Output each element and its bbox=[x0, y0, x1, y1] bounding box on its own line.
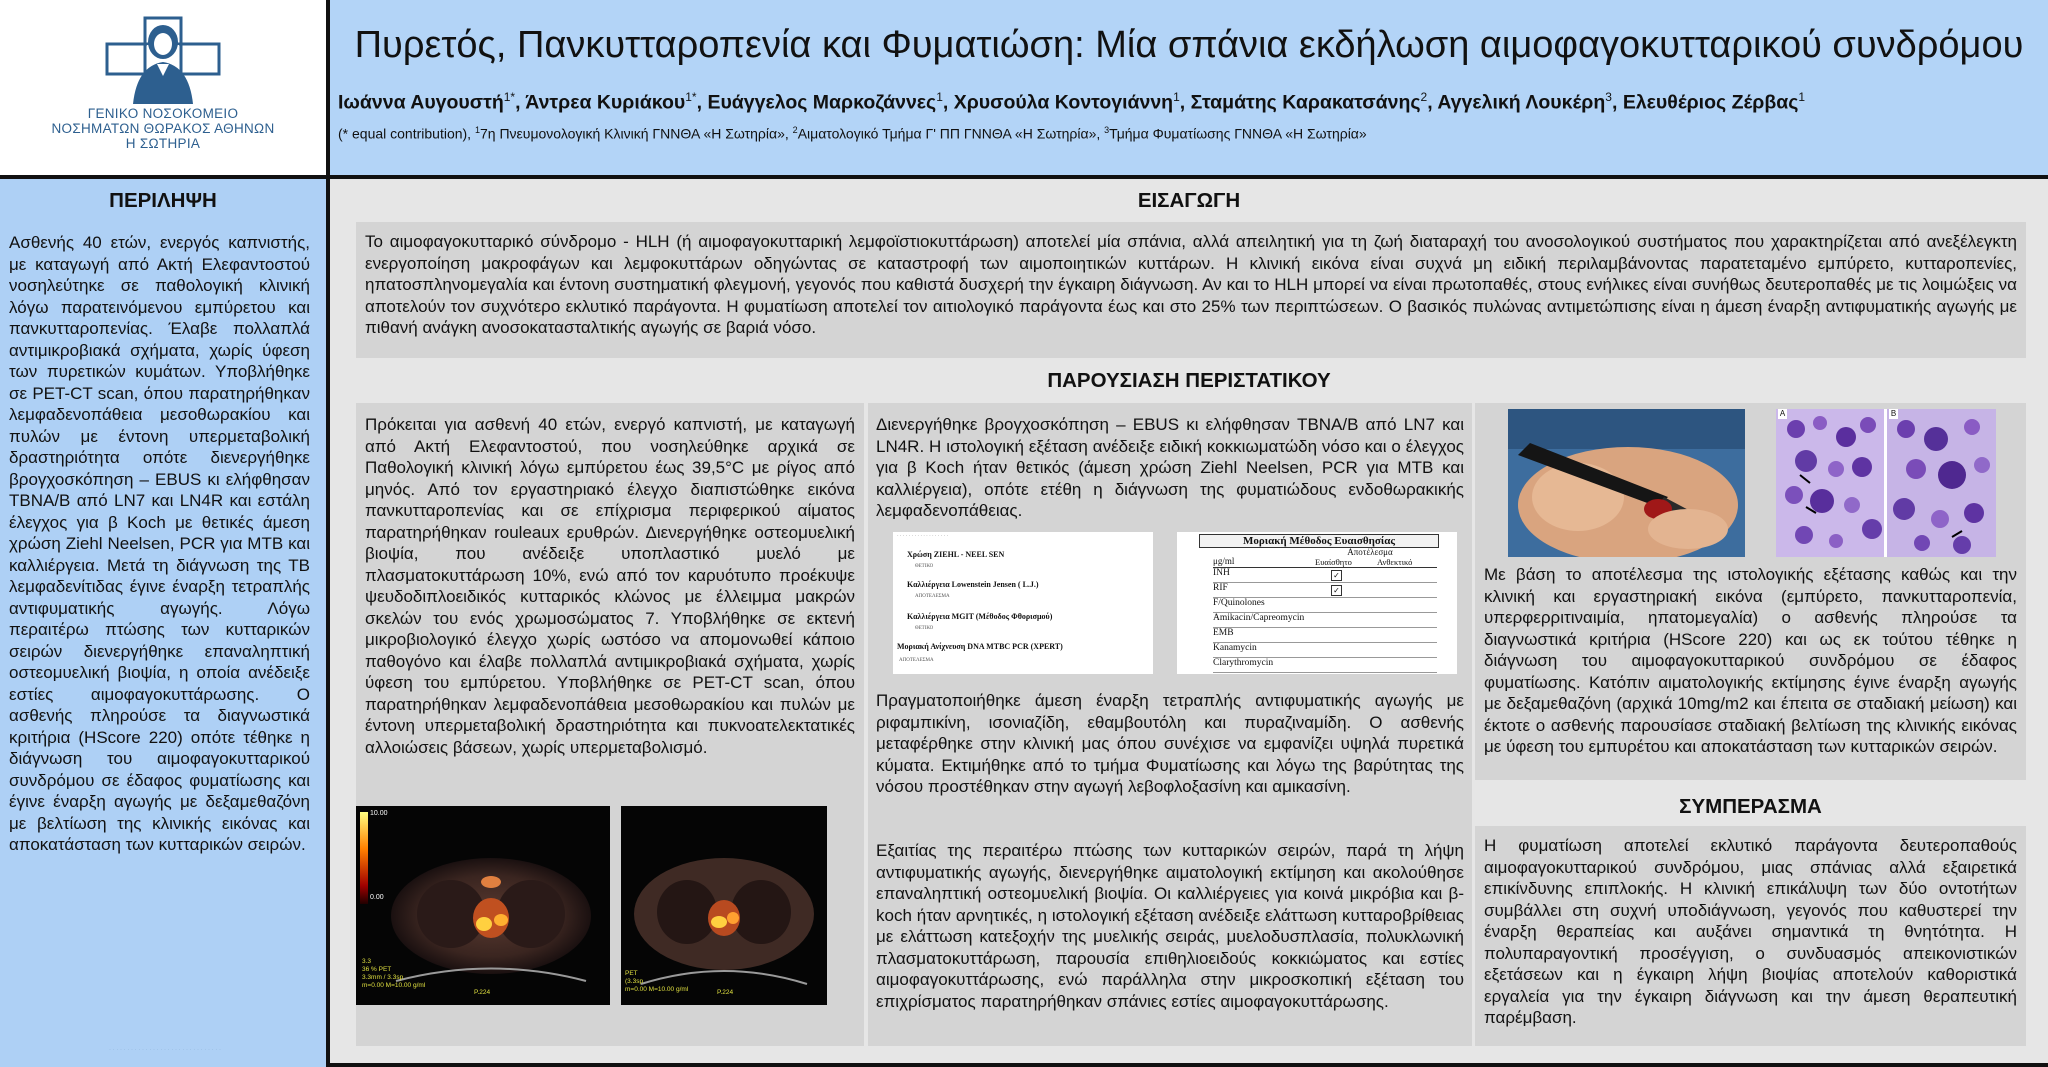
pet-label: 3.3mm / 3.3sp bbox=[362, 974, 404, 981]
sensitivity-col-drug: μg/ml bbox=[1213, 556, 1235, 566]
checkbox-checked-icon: ✓ bbox=[1331, 570, 1342, 581]
sensitivity-row bbox=[1213, 643, 1437, 658]
lab-row-1: Χρώση ZIEHL - NEEL SEN bbox=[907, 550, 1005, 559]
drug-name: F/Quinolones bbox=[1213, 598, 1265, 608]
sensitivity-row bbox=[1213, 613, 1437, 628]
summary-text: Ασθενής 40 ετών, ενεργός καπνιστής, με καταγωγή από Ακτή Ελεφαντοστού νοσηλεύτηκε σε παθολογική κλινική λόγω παρατεινόμενου εμπύρετου και πανκυτταροπενίας. Έλαβε πολλαπλά αντιμικροβιακά σχήματα, χωρίς ύφεση των πυρετικών κυμάτων. Υποβλήθηκε σε PET-CT scan, όπου παρατηρήθηκαν λεμφαδενοπάθεια μεσοθωρακίου και πυλών με έντονη υπερμεταβολική δραστηριότητα οπότε διενεργήθηκε βρογχοσκόπηση – EBUS κι ελήφθησαν TBNA/B από LN7 και LN4R και εστάλη έλεγχος για β Koch με θετικές άμεση χρώση Ziehl Neelsen, PCR για MTB και καλλιέργεια. Μετά τη διάγνωση της ΤΒ λεμφαδενίτιδας έγινε έναρξη τετραπλής αντιφυματικής αγωγής. Λόγω περαιτέρω πτώσης των κυτταρικών σειρών διενεργήθηκε επαναληπτική οστεομυελική βιοψία, η οποία ανέδειξε εστίες αιμοφαγοκυττάρωσης. Ο ασθενής πληρούσε τα διαγνωστικά κριτήρια (HScore 220) οπότε τέθηκε η διάγνωση του αιμοφαγοκυτταρικού συνδρόμου σε έδαφος φυματίωσης και έγινε έναρξη αγωγής με δεξαμεθαζόνη με βελτίωση της κλινικής εικόνας και αποκατάσταση των κυτταρικών σειρών. bbox=[9, 233, 310, 854]
author-name: Ευάγγελος Μαρκοζάννες bbox=[707, 91, 937, 114]
sensitivity-title: Μοριακή Μέθοδος Ευαισθησίας bbox=[1199, 534, 1439, 548]
conclusion-text: Η φυματίωση αποτελεί εκλυτικό παράγοντα δευτεροπαθούς αιμοφαγοκυτταρικού συνδρόμου, μιας σπάνιας αλλά εξαιρετικά επικίνδυνης επιπλοκής. Η κλινική επικάλυψη των δύο οντοτήτων συμβάλλει στη συχνή υποδιάγνωση, γεγονός που καθυστερεί την έναρξη θεραπείας και αυξάνει σημαντικά τη θνητότητα. Η πολυπαραγοντική προσέγγιση, ο συνδυασμός απεικονιστικών εξετάσεων και η έγκαιρη λήψη βιοψίας αποτελούν καθοριστικά εργαλεία για την έγκαιρη διάγνωση και την άμεση θεραπευτική παρέμβαση. bbox=[1484, 836, 2017, 1027]
poster-title: Πυρετός, Πανκυτταροπενία και Φυματιώση: Μία σπάνια εκδήλωση αιμοφαγοκυτταρικού συνδρόμου bbox=[354, 24, 2024, 66]
hospital-emblem-icon bbox=[93, 14, 233, 106]
author-name: Άντρεα Κυριάκου bbox=[525, 91, 686, 114]
sensitivity-row bbox=[1213, 583, 1437, 598]
case-col2-text-1: Διενεργήθηκε βρογχοσκόπηση – EBUS κι ελήφθησαν TBNA/B από LN7 και LN4R. Η ιστολογική εξέταση ανέδειξε ειδική κοκκιωματώδη νόσο και ο έλεγχος για β Koch ήταν θετικός (άμεση χρώση Ziehl Neelsen, PCR για MTB και καλλιέργεια), οπότε ετέθη η διάγνωση της φυματιώδους ενδοθωρακικής λεμφαδενοπάθειας. bbox=[876, 415, 1464, 520]
pet-left-labels bbox=[362, 958, 425, 990]
lab-sub-2: ΑΠΟΤΕΛΕΣΜΑ bbox=[915, 594, 950, 599]
case-col3-text: Με βάση το αποτέλεσμα της ιστολογικής εξέτασης καθώς και την κλινική και εργαστηριακή εικόνα (εμπύρετο, πανκυτταροπενία, υπερφερριτιναιμία, ηπατομεγαλία) ο ασθενής πληρούσε τα διαγνωστικά κριτήρια (HScore 220) και ως εκ τούτου τέθηκε η διάγνωση του αιμοφαγοκυτταρικού συνδρόμου σε έδαφος φυματίωσης. Κατόπιν αιματολογικής εκτίμησης έγινε έναρξη αγωγής με δεξαμεθαζόνη (αρχικά 10mg/m2 και έπειτα σε σταδιακή μείωση) και έκτοτε ο ασθενής παρουσίασε σταδιακή βελτίωση της κλινικής εικόνας με ύφεση του εμπυρέτου και αποκατάσταση των κυτταρικών σειρών. bbox=[1484, 565, 2017, 756]
author-name: Σταμάτης Καρακατσάνης bbox=[1190, 91, 1421, 114]
logo-line-3: Η ΣΩΤΗΡΙΑ bbox=[125, 136, 201, 151]
author-sup: 1 bbox=[1798, 90, 1806, 104]
drug-name: INH bbox=[1213, 568, 1230, 578]
logo-line-1: ΓΕΝΙΚΟ ΝΟΣΟΚΟΜΕΙΟ bbox=[87, 106, 239, 121]
affil-sup: 3 bbox=[1104, 125, 1110, 135]
sensitivity-col-result: Αποτέλεσμα bbox=[1347, 547, 1393, 557]
affiliations bbox=[338, 125, 2043, 142]
vertical-divider bbox=[326, 0, 330, 1067]
author-sup: 1* bbox=[503, 90, 516, 104]
author-sup: 1 bbox=[1173, 90, 1180, 104]
author-sup: 2 bbox=[1420, 90, 1428, 104]
author-name: Ιωάννα Αυγουστή bbox=[338, 91, 504, 114]
lab-report-image bbox=[893, 532, 1153, 674]
drug-name: Kanamycin bbox=[1213, 643, 1257, 653]
pet-label: 3.3 bbox=[362, 958, 372, 965]
micro-label-a: A bbox=[1779, 409, 1786, 418]
author-list: Ιωάννα Αυγουστή$^{1*}$, Άντρεα Κυριάκου$^{1*}$, Ευάγγελος Μαρκοζάννες$^1$, Χρυσούλα Κοντογιάννη$^1$, Σταμάτης Καρακατσάνης$^2$, Αγγελική Λουκέρη$^3$, Ελευθέριος Ζέρβας$^1$ bbox=[338, 90, 1806, 114]
bottom-border bbox=[330, 1063, 2048, 1067]
drug-name: Clarythromycin bbox=[1213, 658, 1274, 668]
sensitivity-row bbox=[1213, 598, 1437, 613]
pet-label: 36 % PET bbox=[362, 966, 392, 973]
affil-text: Αιματολογικό Τμήμα Γ' ΠΠ ΓΝΝΘΑ «Η Σωτηρία», bbox=[797, 125, 1105, 142]
sensitivity-row bbox=[1213, 658, 1437, 673]
affil-text: 7η Πνευμονολογική Κλινική ΓΝΝΘΑ «Η Σωτηρία», bbox=[479, 125, 793, 142]
microscopy-images bbox=[1776, 409, 1996, 557]
pet-right-code: P.224 bbox=[717, 989, 734, 996]
lab-row-3: Καλλιέργεια MGIT (Μέθοδος Φθορισμού) bbox=[907, 612, 1053, 621]
affil-prefix: (* equal contribution), bbox=[338, 125, 475, 142]
pet-left-code: P.224 bbox=[474, 989, 491, 996]
pet-ct-image-left bbox=[356, 806, 610, 1005]
author-name: Αγγελική Λουκέρη bbox=[1437, 91, 1606, 114]
lab-report-header-marks: · · · · · · · · · · · · · · · · · · bbox=[897, 534, 949, 539]
author-sup: 1* bbox=[685, 90, 697, 104]
affil-sup: 2 bbox=[792, 125, 798, 135]
logo-line-2: ΝΟΣΗΜΑΤΩΝ ΘΩΡΑΚΟΣ ΑΘΗΝΩΝ bbox=[51, 121, 275, 136]
affil-text: Τμήμα Φυματίωσης ΓΝΝΘΑ «Η Σωτηρία» bbox=[1109, 125, 1367, 142]
summary-heading: ΠΕΡΙΛΗΨΗ bbox=[109, 189, 217, 212]
pet-right-labels bbox=[625, 970, 688, 994]
drug-name: RIF bbox=[1213, 583, 1228, 593]
pet-label: PET bbox=[625, 970, 638, 977]
hospital-logo bbox=[40, 14, 286, 164]
faint-footer-mark: · · · · · · · · · · · · · · · · · · · · · · · · · · · · · · · bbox=[109, 1047, 221, 1053]
lab-sub-1: ΘΕΤΙΚΟ bbox=[915, 564, 934, 569]
checkbox-checked-icon: ✓ bbox=[1331, 585, 1342, 596]
pet-label: (3.3sp bbox=[625, 978, 644, 985]
author-sup: 1 bbox=[936, 90, 943, 104]
case-col1-text: Πρόκειται για ασθενή 40 ετών, ενεργό καπνιστή, με καταγωγή από Ακτή Ελεφαντοστού, που νοσηλεύθηκε αρχικά σε Παθολογική κλινική λόγω εμπύρετου έως 39,5°C με ρίγος από μηνός. Από τον εργαστηριακό έλεγχο διαπιστώθηκε εικόνα πανκυτταροπενίας και σε επίχρισμα περιφερικού αίματος παρατηρήθηκαν rouleaux ερυθρών. Διενεργήθηκε οστεομυελική βιοψία, που ανέδειξε υποπλαστικό μυελό με πλασματοκυττάρωση 10%, ενώ από τον καρυότυπο προέκυψε ψευδοδιπλοειδικός κυτταρικός κλώνος με έλλειμμα μακρών σκελών του ενός χρωμοσώματος 7. Υποβλήθηκε σε εκτενή μικροβιολογικό έλεγχο χωρίς ωστόσο να απομονωθεί κάποιο παθογόνο και έλαβε πολλαπλά αντιμικροβιακά σχήματα, χωρίς ύφεση του εμπύρετου. Υποβλήθηκε σε PET-CT scan, όπου παρατηρήθηκαν λεμφαδενοπάθεια μεσοθωρακίου και πυλών με έντονη υπερμεταβολική δραστηριότητα και πυκνοατελεκτατικές αλλοιώσεις βάσεων, χωρίς υπερμεταβολισμό. bbox=[365, 415, 855, 757]
drug-name: EMB bbox=[1213, 628, 1234, 638]
sensitivity-col-resistant: Ανθεκτικό bbox=[1377, 557, 1413, 567]
drug-name: Amikacin/Capreomycin bbox=[1213, 613, 1305, 623]
lab-row-2: Καλλιέργεια Lowenstein Jensen ( L.J.) bbox=[907, 580, 1039, 589]
case-col2-text-2: Πραγματοποιήθηκε άμεση έναρξη τετραπλής αντιφυματικής αγωγής με ριφαμπικίνη, ισονιαζίδη, εθαμβουτόλη και πυραζιναμίδη. Ο ασθενής μεταφέρθηκε στην κλινική μας όπου συνέχισε να εμφανίζει υψηλά πυρετικά κύματα. Εκτιμήθηκε από το τμήμα Φυματίωσης και λόγω της βαρύτητας της νόσου προστέθηκαν στην αγωγή λεβοφλοξασίνη και αμικασίνη. bbox=[876, 691, 1464, 796]
case-col2-text-3: Εξαιτίας της περαιτέρω πτώσης των κυτταρικών σειρών, παρά τη λήψη αντιφυματικής αγωγής, διενεργήθηκε αιματολογική εκτίμηση και ακολούθησε επαναληπτική οστεομυελική βιοψία. Οι καλλιέργειες για κοινά μικρόβια και β-koch ήταν αρνητικές, η ιστολογική εξέταση ανέδειξε ελάττωση κυτταροβρίθειας με ελάττωση κατεξοχήν της μυελικής σειράς, μυελοδυσπλασία, πολυκλωνική πλασματοκυττάρωση, παρουσία επιθηλιοειδούς κοκκιώματος και εστίες αιμοφαγοκυττάρωσης, ενώ παράλληλα στην μικροσκοπική εξέταση του επιχρίσματος παρατηρήθηκαν σπάνιες εστίες αιμοφαγοκυττάρωσης. bbox=[876, 841, 1464, 1011]
intro-text: Το αιμοφαγοκυτταρικό σύνδρομο - HLH (ή αιμοφαγοκυτταρική λεμφοϊστιοκυττάρωση) αποτελεί μία σπάνια, αλλά απειλητική για τη ζωή διαταραχή του ανοσολογικού συστήματος που χαρακτηρίζεται από ανεξέλεγκτη ενεργοποίηση μακροφάγων και λεμφοκυττάρων οδηγώντας σε καταστροφή των αιμοποιητικών κυττάρων. Η κλινική εικόνα είναι συχνά μη ειδική περιλαμβάνοντας παρατεταμένο εμπύρετο, κυτταροπενίες, ηπατοσπληνομεγαλία και έντονη συστηματική φλεγμονή, γεγονός που καθιστά δυσχερή την έγκαιρη διάγνωση. Αν και το HLH μπορεί να είναι πρωτοπαθές, στους ενήλικες είναι συνήθως δευτεροπαθές με τις λοιμώξεις να αποτελούν τον συχνότερο εκλυτικό παράγοντα. Η φυματίωση αποτελεί τον αιτιολογικό παράγοντα έως και στο 25% των περιπτώσεων. Ο βασικός πυλώνας αντιμετώπισης είναι η άμεση έναρξη αντιφυματικής αγωγής με πιθανή ανάγκη ανοσοκατασταλτικής αγωγής σε βαριά νόσο. bbox=[365, 232, 2017, 337]
pet-label: m=0.00 M=10.00 g/ml bbox=[362, 982, 426, 989]
pet-scale-bottom: 0.00 bbox=[370, 894, 384, 901]
lab-row-4: Μοριακή Ανίχνευση DNA MTBC PCR (XPERT) bbox=[897, 642, 1063, 651]
lab-sub-3: ΘΕΤΙΚΟ bbox=[915, 626, 934, 631]
author-name: Χρυσούλα Κοντογιάννη bbox=[953, 91, 1174, 114]
micro-label-b: B bbox=[1890, 409, 1897, 418]
sensitivity-table-image bbox=[1177, 532, 1457, 674]
bone-marrow-smear-icon bbox=[1776, 409, 1996, 557]
author-name: Ελευθέριος Ζέρβας bbox=[1622, 91, 1799, 114]
author-sup: 3 bbox=[1605, 90, 1612, 104]
pet-label: m=0.00 M=10.00 g/ml bbox=[625, 986, 689, 993]
bronchoscope-photo-icon bbox=[1508, 409, 1745, 557]
lab-sub-4: ΑΠΟΤΕΛΕΣΜΑ bbox=[899, 658, 934, 663]
affil-sup: 1 bbox=[474, 125, 480, 135]
intro-heading: ΕΙΣΑΓΩΓΗ bbox=[1137, 189, 1241, 212]
sensitivity-col-sensitive: Ευαίσθητο bbox=[1315, 557, 1352, 567]
case-heading: ΠΑΡΟΥΣΙΑΣΗ ΠΕΡΙΣΤΑΤΙΚΟΥ bbox=[1047, 369, 1331, 392]
sensitivity-row bbox=[1213, 568, 1437, 583]
sensitivity-row bbox=[1213, 628, 1437, 643]
pet-ct-image-right bbox=[621, 806, 827, 1005]
conclusion-heading: ΣΥΜΠΕΡΑΣΜΑ bbox=[1679, 795, 1822, 818]
sensitivity-rows bbox=[1213, 568, 1437, 673]
bronchoscopy-photo bbox=[1508, 409, 1745, 557]
pet-scale-top: 10.00 bbox=[370, 810, 388, 817]
horizontal-divider bbox=[0, 175, 2048, 179]
